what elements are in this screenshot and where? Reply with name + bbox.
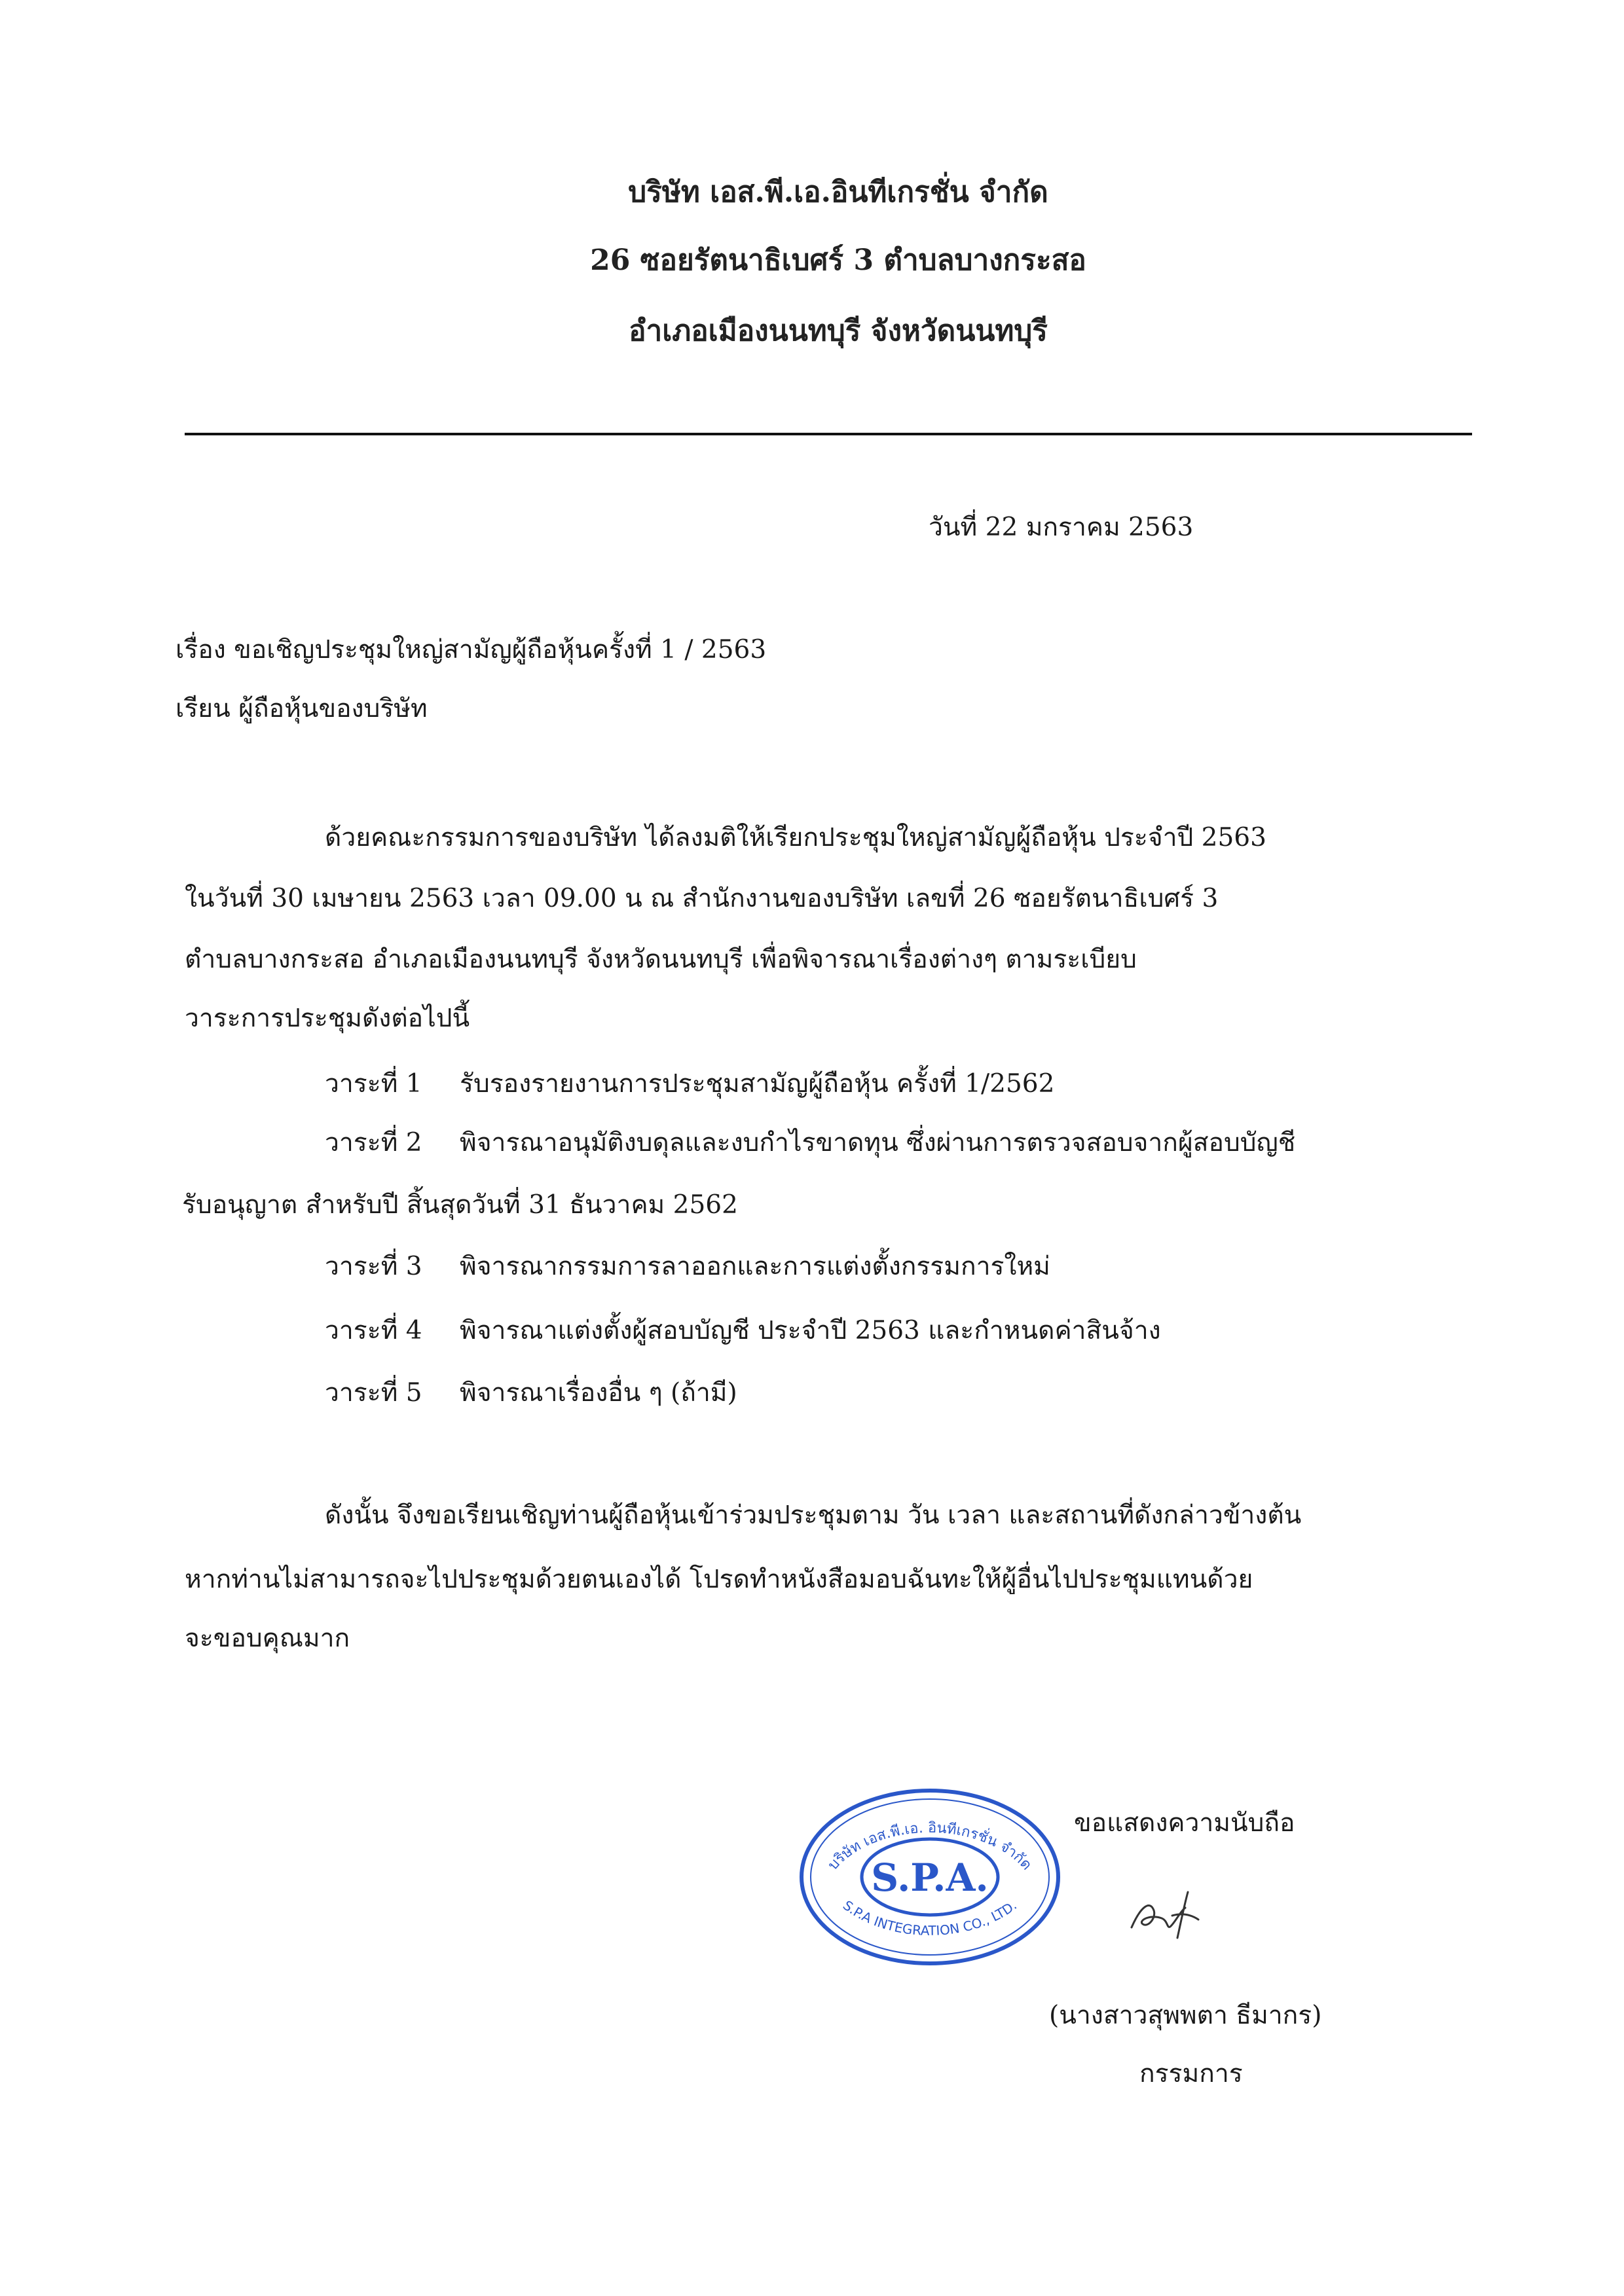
agenda-label: วาระที่ 4	[325, 1316, 422, 1345]
agenda-item-2	[325, 1128, 1295, 1159]
company-address-line1: 26 ซอยรัตนาธิเบศร์ 3 ตำบลบางกระสอ	[590, 244, 1086, 277]
handwritten-signature	[1125, 1880, 1223, 1946]
agenda-item-4	[325, 1316, 1161, 1347]
agenda-item-2-continuation: รับอนุญาต สำหรับปี สิ้นสุดวันที่ 31 ธันวาคม 2562	[182, 1190, 738, 1220]
company-name: บริษัท เอส.พี.เอ.อินทีเกรชั่น จำกัด	[628, 175, 1048, 209]
company-seal-stamp	[798, 1786, 1062, 1968]
agenda-text: พิจารณากรรมการลาออกและการแต่งตั้งกรรมการใหม่	[460, 1252, 1050, 1281]
agenda-text: พิจารณาอนุมัติงบดุลและงบกำไรขาดทุน ซึ่งผ่านการตรวจสอบจากผู้สอบบัญชี	[460, 1128, 1296, 1157]
header-divider	[185, 433, 1472, 435]
agenda-label: วาระที่ 5	[325, 1378, 422, 1408]
company-address-line2: อำเภอเมืองนนทบุรี จังหวัดนนทบุรี	[629, 314, 1048, 348]
signatory-title: กรรมการ	[1139, 2059, 1243, 2088]
signatory-name: (นางสาวสุพพตา ธีมากร)	[1049, 2001, 1322, 2030]
letter-date: วันที่ 22 มกราคม 2563	[929, 513, 1194, 542]
closing-line-1: ดังนั้น จึงขอเรียนเชิญท่านผู้ถือหุ้นเข้าร่วมประชุมตาม วัน เวลา และสถานที่ดังกล่าวข้างต้น	[325, 1501, 1302, 1530]
agenda-item-5	[325, 1378, 737, 1409]
intro-line-1: ด้วยคณะกรรมการของบริษัท ได้ลงมติให้เรียกประชุมใหญ่สามัญผู้ถือหุ้น ประจำปี 2563	[325, 823, 1266, 852]
agenda-item-1	[325, 1069, 1054, 1100]
agenda-item-3	[325, 1252, 1050, 1283]
svg-text:S.P.A INTEGRATION CO., LTD.	[840, 1897, 1020, 1939]
signature-salutation: ขอแสดงความนับถือ	[1074, 1808, 1295, 1838]
intro-line-4: วาระการประชุมดังต่อไปนี้	[185, 1004, 470, 1033]
letter-recipient: เรียน ผู้ถือหุ้นของบริษัท	[175, 694, 428, 723]
closing-line-3: จะขอบคุณมาก	[185, 1624, 350, 1653]
agenda-label: วาระที่ 3	[325, 1252, 422, 1281]
closing-line-2: หากท่านไม่สามารถจะไปประชุมด้วยตนเองได้ โปรดทำหนังสือมอบฉันทะให้ผู้อื่นไปประชุมแทนด้วย	[185, 1565, 1253, 1594]
agenda-label: วาระที่ 2	[325, 1128, 422, 1157]
stamp-arc-top: บริษัท เอส.พี.เอ. อินทีเกรชั่น จำกัด	[824, 1819, 1035, 1874]
agenda-label: วาระที่ 1	[325, 1069, 422, 1099]
agenda-text: พิจารณาแต่งตั้งผู้สอบบัญชี ประจำปี 2563 และกำหนดค่าสินจ้าง	[460, 1316, 1161, 1345]
letter-subject: เรื่อง ขอเชิญประชุมใหญ่สามัญผู้ถือหุ้นครั้งที่ 1 / 2563	[175, 635, 767, 665]
agenda-text: พิจารณาเรื่องอื่น ๆ (ถ้ามี)	[460, 1378, 737, 1408]
stamp-center-text: S.P.A.	[871, 1855, 989, 1900]
intro-line-3: ตำบลบางกระสอ อำเภอเมืองนนทบุรี จังหวัดนนทบุรี เพื่อพิจารณาเรื่องต่างๆ ตามระเบียบ	[185, 945, 1137, 974]
agenda-text: รับรองรายงานการประชุมสามัญผู้ถือหุ้น ครั้งที่ 1/2562	[460, 1069, 1055, 1099]
stamp-arc-bottom: S.P.A INTEGRATION CO., LTD.	[840, 1897, 1020, 1939]
intro-line-2: ในวันที่ 30 เมษายน 2563 เวลา 09.00 น ณ สำนักงานของบริษัท เลขที่ 26 ซอยรัตนาธิเบศร์ 3	[185, 884, 1219, 913]
